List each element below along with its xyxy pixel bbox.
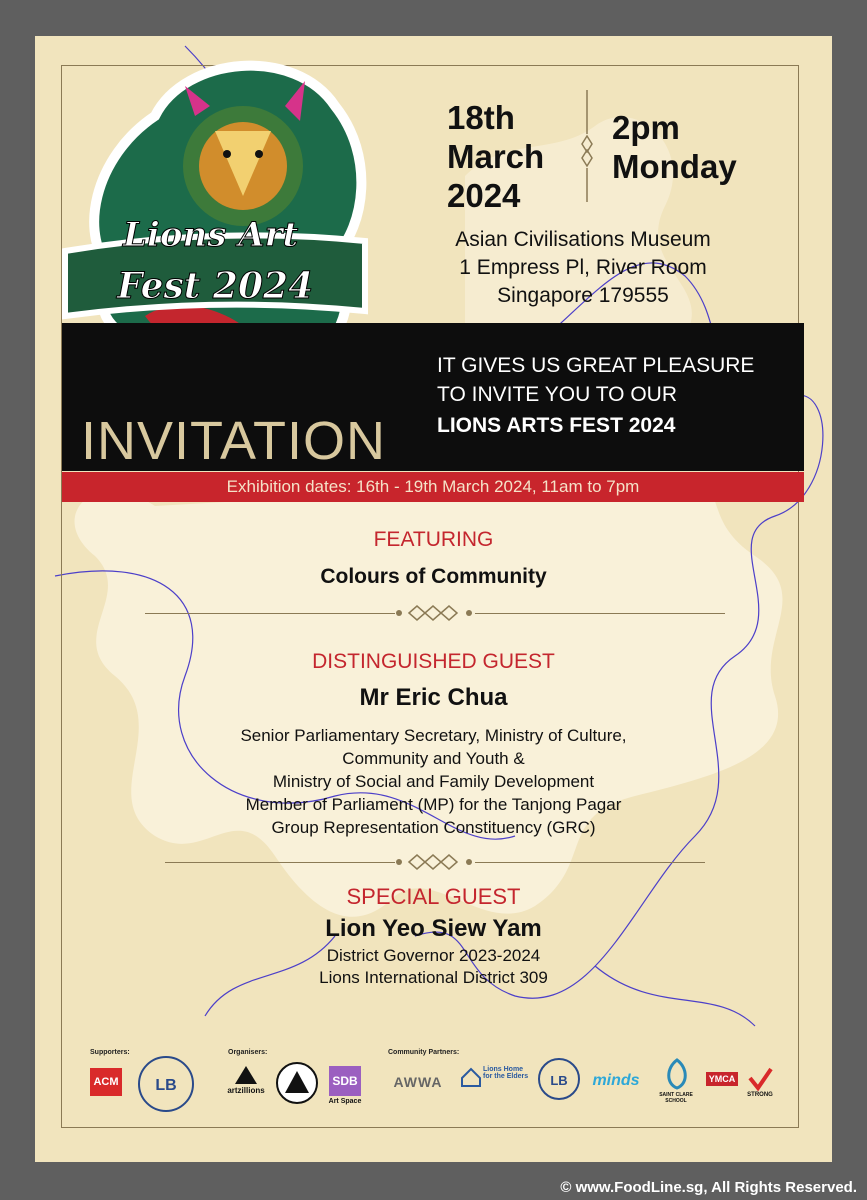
saint-clare-logo: SAINT CLARE SCHOOL: [659, 1092, 693, 1104]
date-divider-icon: [580, 90, 594, 202]
exhibition-dates: Exhibition dates: 16th - 19th March 2024, 11am to 7pm: [226, 477, 640, 496]
guest-title-line: Senior Parliamentary Secretary, Ministry of Culture,: [240, 726, 627, 745]
divider-left-2: [165, 862, 395, 863]
invitation-title: INVITATION: [81, 411, 386, 471]
guest-title-line: Member of Parliament (MP) for the Tanjong Pagar: [245, 795, 622, 814]
artspace-mark-icon: SDB: [329, 1066, 361, 1096]
invitation-line3: LIONS ARTS FEST 2024: [437, 414, 676, 437]
weekday-value: Monday: [612, 148, 737, 185]
venue-address: [433, 226, 733, 310]
special-guest-heading: SPECIAL GUEST: [346, 884, 521, 909]
featuring-heading: FEATURING: [373, 528, 494, 551]
time-value: 2pm: [612, 109, 680, 146]
partners-label: Community Partners:: [388, 1049, 460, 1056]
distinguished-guest-name: Mr Eric Chua: [359, 684, 508, 711]
artzillions-logo: artzillions: [227, 1086, 265, 1095]
lions-befrienders-logo-2: LB: [538, 1058, 580, 1100]
saint-clare-icon: [662, 1058, 692, 1090]
venue-line2: 1 Empress Pl, River Room: [459, 256, 707, 279]
venue-line3: Singapore 179555: [497, 284, 669, 307]
special-guest-name: Lion Yeo Siew Yam: [325, 915, 542, 942]
invitation-poster: [35, 36, 832, 1162]
divider-left: [145, 613, 395, 614]
event-date: [447, 98, 544, 215]
invitation-line1: IT GIVES US GREAT PLEASURE: [437, 354, 755, 377]
special-guest-line1: District Governor 2023-2024: [326, 946, 541, 965]
divider-right: [475, 613, 725, 614]
acm-logo: ACM: [90, 1068, 122, 1096]
date-year: 2024: [447, 177, 521, 214]
featuring-title: Colours of Community: [320, 565, 547, 588]
supporters-label: Supporters:: [90, 1049, 130, 1056]
home-icon: [460, 1066, 482, 1088]
divider-right-2: [475, 862, 705, 863]
diamond-ornament-icon: [395, 603, 475, 623]
copyright-footer: © www.FoodLine.sg, All Rights Reserved.: [560, 1179, 857, 1196]
lions-home-logo: Lions Home for the Elders: [483, 1066, 529, 1080]
distinguished-guest-heading: DISTINGUISHED GUEST: [312, 650, 555, 673]
date-month: March: [447, 138, 545, 175]
invitation-line2: TO INVITE YOU TO OUR: [437, 383, 677, 406]
artspace-logo: Art Space: [328, 1098, 362, 1105]
venue-line1: Asian Civilisations Museum: [455, 228, 711, 251]
ymca-logo: YMCA: [706, 1072, 738, 1086]
organisers-label: Organisers:: [228, 1049, 268, 1056]
lions-club-emblem-icon: [275, 1061, 319, 1105]
diamond-ornament-icon: [395, 852, 475, 872]
minds-logo: minds: [592, 1072, 640, 1089]
strong-logo: STRONG: [747, 1092, 773, 1098]
special-guest-line2: Lions International District 309: [319, 968, 548, 987]
guest-title-line: Group Representation Constituency (GRC): [271, 818, 596, 837]
awwa-logo: AWWA: [393, 1074, 443, 1090]
logo-title-line2: Fest 2024: [117, 265, 314, 307]
date-day: 18th: [447, 99, 515, 136]
guest-title-line: Community and Youth &: [342, 749, 525, 768]
logo-title-line1: Lions Art: [123, 215, 299, 255]
strong-check-icon: [747, 1066, 773, 1092]
event-time: [612, 108, 737, 186]
distinguished-guest-titles: [35, 724, 832, 839]
artzillions-icon: [233, 1064, 259, 1086]
lions-befrienders-logo: LB: [138, 1056, 194, 1112]
guest-title-line: Ministry of Social and Family Development: [272, 772, 595, 791]
